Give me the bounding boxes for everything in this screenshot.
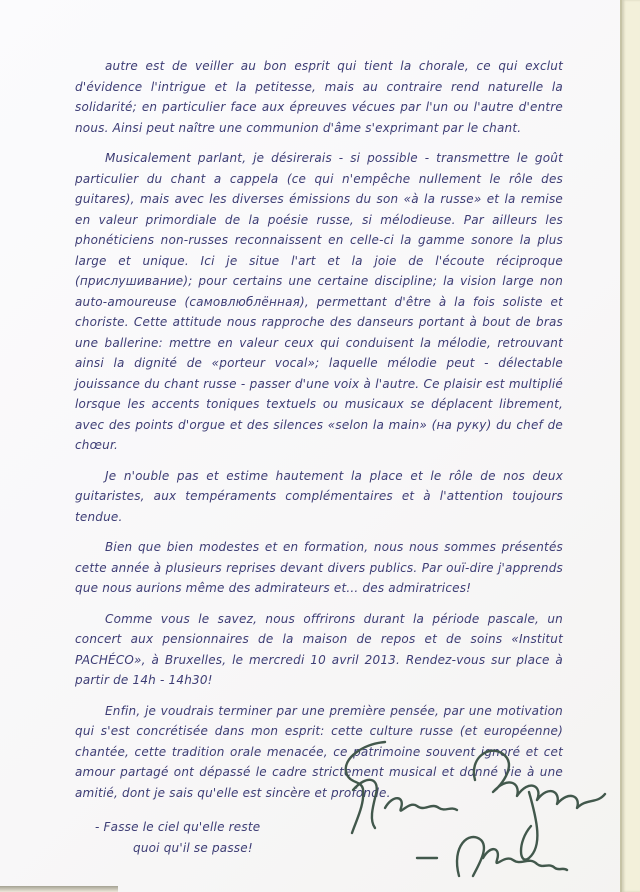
letter-paragraph-1: autre est de veiller au bon esprit qui tient la chorale, ce qui exclut d'évidence l'intrigue et la petitesse, mais au contraire rend naturelle la solidarité; en particulier face aux épreuves vécues par l'un ou l'autre d'entre nous. Ainsi peut naître une communion d'âme s'exprimant par le chant. xyxy=(75,59,563,135)
scanner-edge-strip xyxy=(620,0,640,892)
letter-paragraph-2: Musicalement parlant, je désirerais - si possible - transmettre le goût particulier du chant a cappela (ce qui n'empêche nullement le rôle des guitares), mais avec les diverses émissions du son «à la russe» et la remise en valeur primordiale de la poésie russe, si mélodieuse. Par ailleurs les phonéticiens non-russes reconnaissent en celle-ci la gamme sonore la plus large et unique. Ici je situe l'art et la joie de l'écoute réciproque (прислушивание); pour certains une certaine discipline; la vision large non auto-amoureuse (самовлюблённая), permettant d'être à la fois soliste et choriste. Cette attitude nous rapproche des danseurs portant à bout de bras une ballerine: mettre en valeur ceux qui conduisent la mélodie, retrouvant ainsi la dignité de «porteur vocal»; laquelle mélodie peut - délectable jouissance du chant russe - passer d'une voix à l'autre. Ce plaisir est multiplié lorsque les accents toniques textuels ou musicaux se déplacent librement, avec des points d'orgue et des silences «selon la main» (на руку) du chef de chœur. xyxy=(75,151,563,452)
closing-line-1: - Fasse le ciel qu'elle reste xyxy=(95,820,261,834)
letter-paragraph-6: Enfin, je voudrais terminer par une première pensée, par une motivation qui s'est concrétisée dans mon esprit: cette culture russe (et européenne) chantée, cette tradition orale menacée, ce patrimoine souvent ignoré et cet amour partagé ont dépassé le cadre strictement musical et donné vie à une amitié, dont je sais qu'elle est sincère et profonde. xyxy=(75,703,563,800)
closing-line-2: quoi qu'il se passe! xyxy=(133,840,253,855)
paper-bottom-edge xyxy=(0,886,118,892)
letter-paragraph-3: Je n'ouble pas et estime hautement la place et le rôle de nos deux guitaristes, aux tempéraments complémentaires et à l'attention toujours tendue. xyxy=(75,468,563,524)
closing-lines xyxy=(95,817,345,858)
signature-autograph xyxy=(333,728,633,886)
letter-paragraph-4: Bien que bien modestes et en formation, nous nous sommes présentés cette année à plusieurs reprises devant divers publics. Par ouï-dire j'apprends que nous aurions même des admirateurs et... des admiratrices! xyxy=(75,540,563,595)
letter-paragraph-5: Comme vous le savez, nous offrirons durant la période pascale, un concert aux pensionnaires de la maison de repos et de soins «Institut PACHÉCO», à Bruxelles, le mercredi 10 avril 2013. Rendez-vous sur place à partir de 14h - 14h30! xyxy=(75,611,563,687)
